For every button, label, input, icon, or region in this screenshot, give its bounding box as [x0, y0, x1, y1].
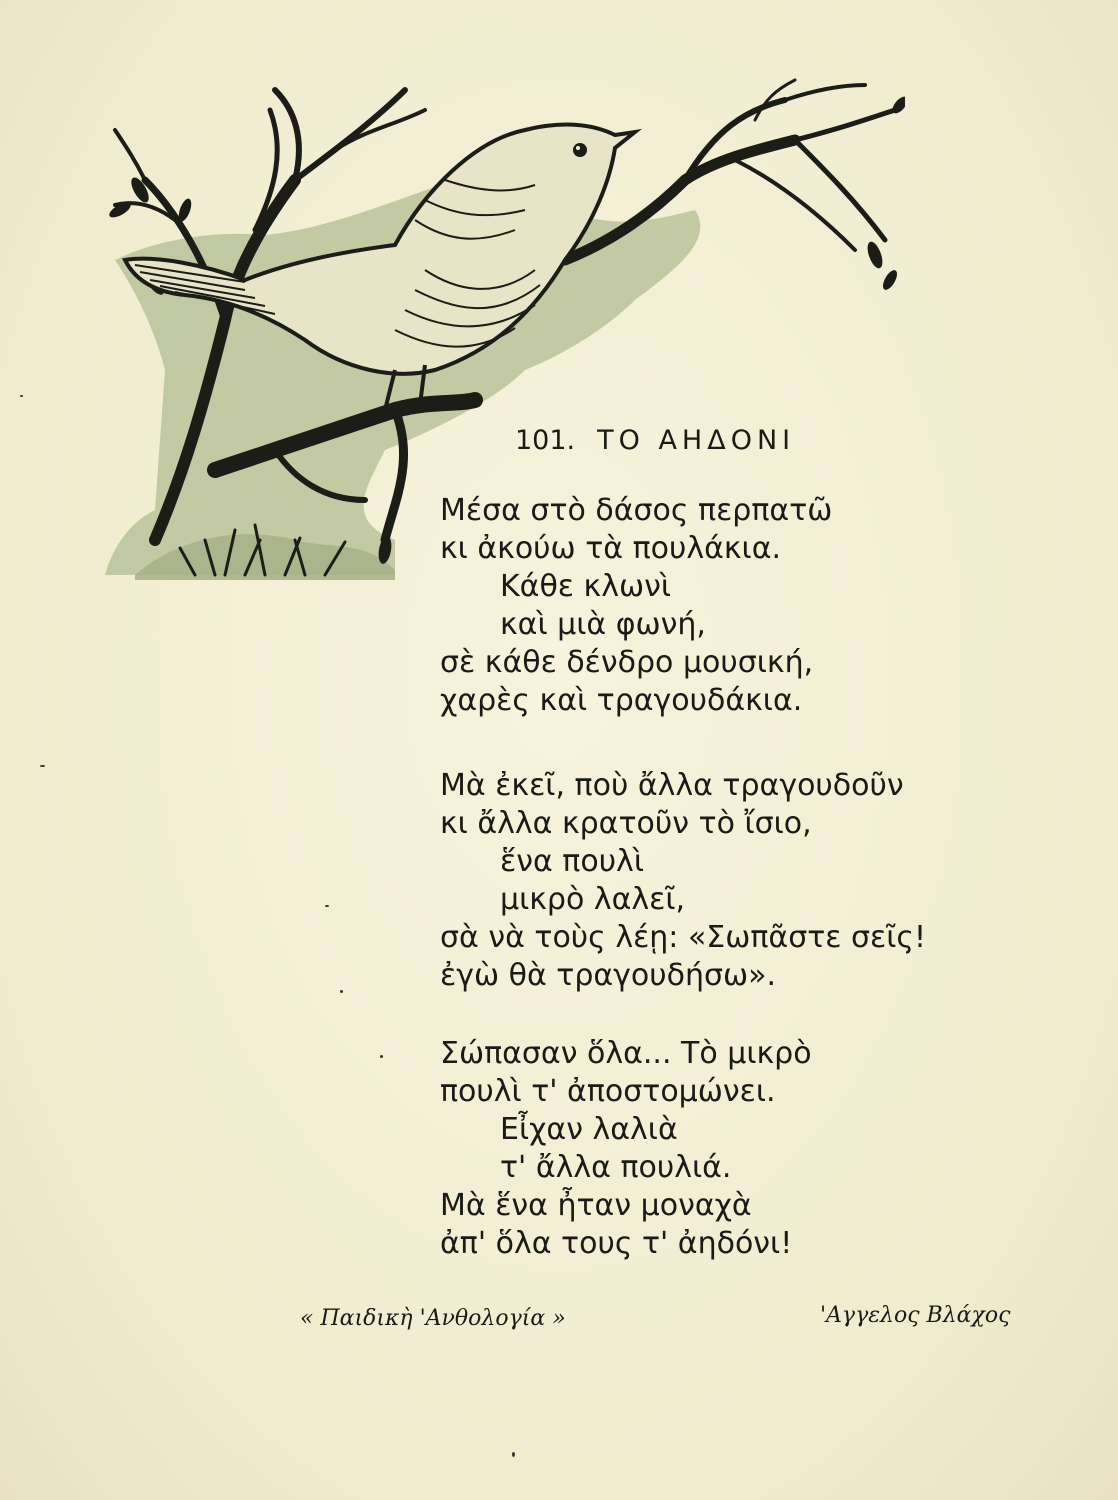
- poem-line: σὲ κάθε δένδρο μουσική,: [440, 645, 814, 680]
- poem-line: ἀπ' ὅλα τους τ' ἀηδόνι!: [440, 1226, 793, 1261]
- poem-line: ἐγὼ θὰ τραγουδήσω».: [440, 958, 777, 993]
- speck: [340, 990, 343, 993]
- poem-line: μικρὸ λαλεῖ,: [500, 882, 686, 917]
- speck: [325, 905, 329, 907]
- poem-line: πουλὶ τ' ἀποστομώνει.: [440, 1074, 776, 1109]
- speck: [380, 1055, 383, 1058]
- poem-line: κι ἀκούω τὰ πουλάκια.: [440, 531, 782, 566]
- poem-title-text: ΤΟ ΑΗΔΟΝΙ: [597, 425, 796, 456]
- poem-title: [515, 425, 795, 456]
- poem-line: Μέσα στὸ δάσος περπατῶ: [440, 493, 833, 528]
- footer-author: 'Αγγελος Βλάχος: [820, 1303, 1011, 1328]
- poem-line: Σώπασαν ὅλα... Τὸ μικρὸ: [440, 1036, 812, 1071]
- poem-line: τ' ἄλλα πουλιά.: [500, 1150, 732, 1185]
- poem-line: καὶ μιὰ φωνή,: [500, 607, 706, 642]
- speck: [20, 395, 23, 397]
- footer-source: « Παιδικὴ 'Ανθολογία »: [300, 1306, 566, 1331]
- poem-line: κι ἄλλα κρατοῦν τὸ ἴσιο,: [440, 806, 812, 841]
- poem-line: χαρὲς καὶ τραγουδάκια.: [440, 683, 803, 718]
- poem-number: 101.: [515, 425, 576, 456]
- poem-line: ἕνα πουλὶ: [500, 844, 644, 879]
- poem-line: σὰ νὰ τοὺς λέῃ: «Σωπᾶστε σεῖς!: [440, 920, 927, 955]
- speck: [40, 765, 45, 767]
- poem-line: Μὰ ἕνα ἦταν μοναχὰ: [440, 1188, 752, 1223]
- poem-line: Κάθε κλωνὶ: [500, 569, 672, 604]
- poem-line: Εἶχαν λαλιὰ: [500, 1112, 678, 1147]
- poem-line: Μὰ ἐκεῖ, ποὺ ἄλλα τραγουδοῦν: [440, 768, 904, 803]
- speck: [512, 1452, 515, 1457]
